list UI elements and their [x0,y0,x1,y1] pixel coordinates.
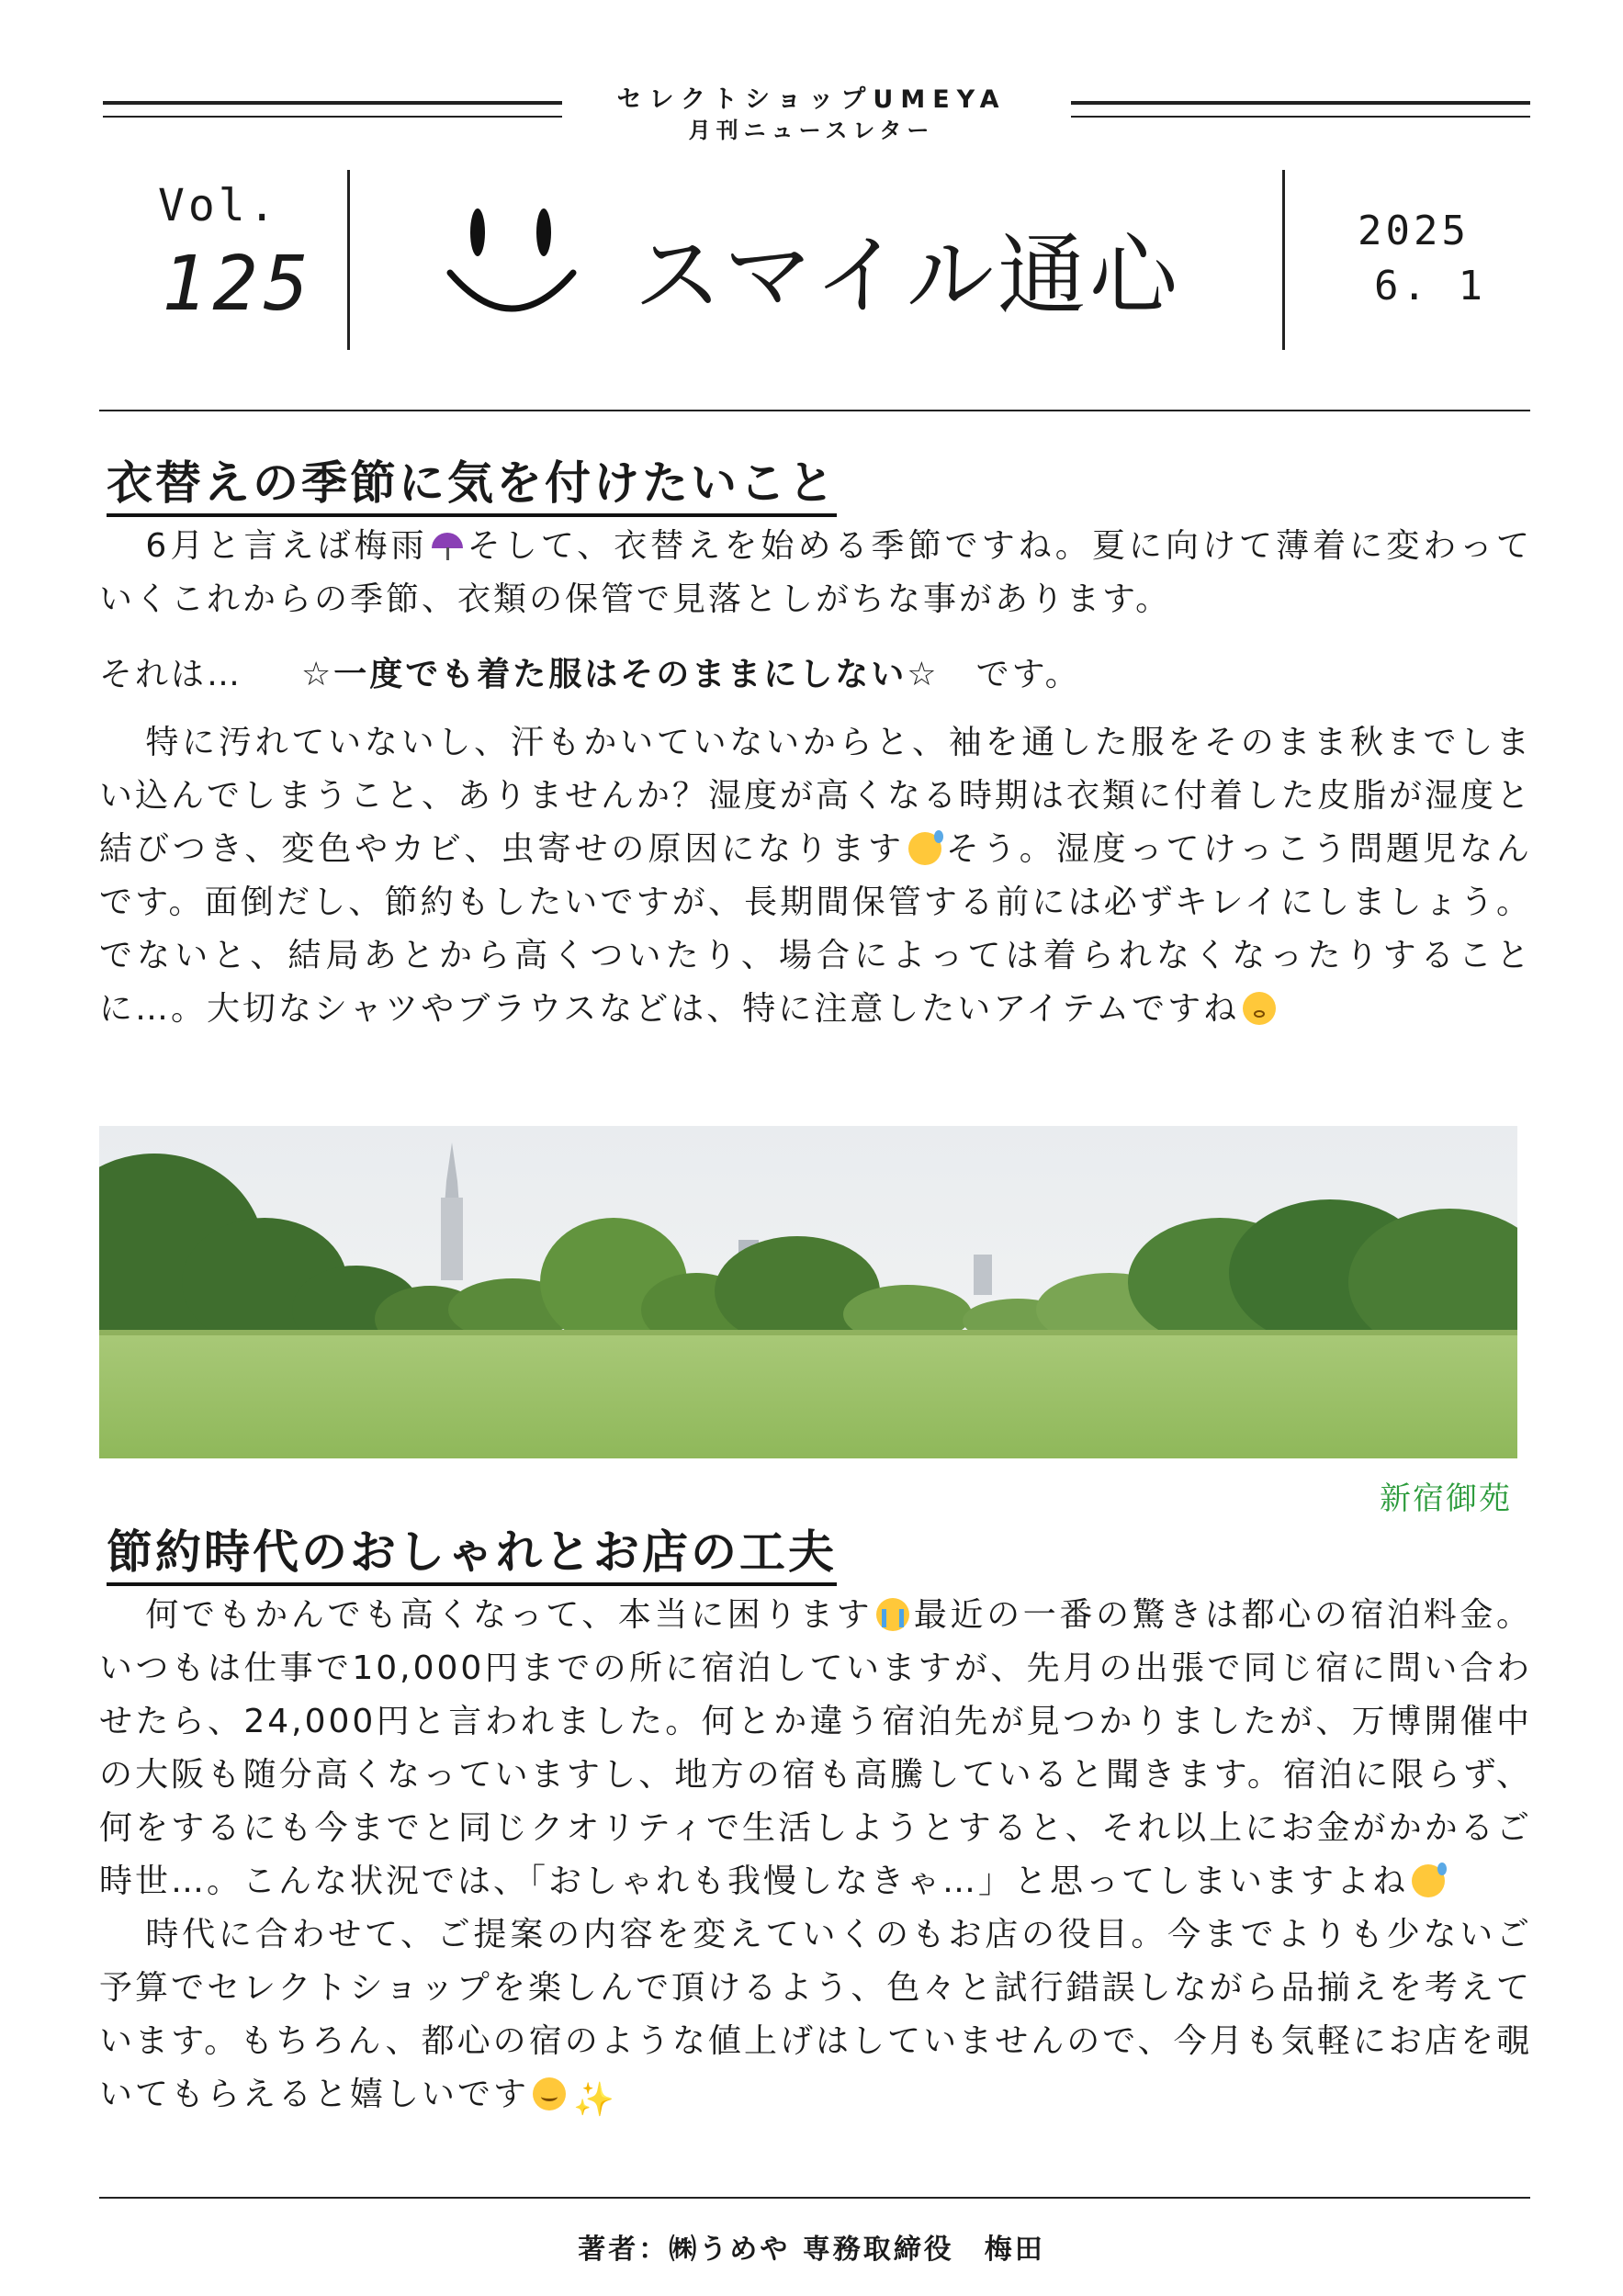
worried-face-icon [1243,992,1276,1025]
section1-heading [107,446,837,512]
smiling-face-icon [533,2077,566,2110]
park-photo [99,1126,1517,1458]
header-rule [99,410,1530,411]
shop-name: セレクトショップUMEYA [616,85,1007,114]
umbrella-icon [432,531,463,562]
newsletter-title: スマイル通心 [634,224,1182,327]
author-credit: 著者：㈱うめや 専務取締役 梅田 [578,2234,1045,2266]
smiley-icon [443,197,580,326]
masthead-divider-left [347,170,350,350]
sweat-smile-icon [908,832,941,865]
section1-p2-text-b: そう。湿度ってけっこう問題児なんです。面倒だし、節約もしたいですが、長期間保管する前には必ずキレイにしましょう。でないと、結局あとから高くついたり、場合によっては着られなくなったりすることに…。大切なシャツやブラウスなどは、特に注意したいアイテムですね [99,830,1532,1028]
masthead-divider-right [1282,170,1285,350]
section2-body [99,1589,1532,2122]
sweat-smile-icon [1412,1864,1445,1897]
section1-paragraph2 [99,716,1532,1036]
section2-p1-text-b: 最近の一番の驚きは都心の宿泊料金。いつもは仕事で10,000円までの所に宿泊していますが、先月の出張で同じ宿に問い合わせたら、24,000円と言われました。何とか違う宿泊先が見つかりましたが、万博開催中の大阪も随分高くなっていますし、地方の宿も高騰していると聞きます。宿泊に限らず、何をするにも今までと同じクオリティで生活しようとすると、それ以上にお金がかかるご時世…。こんな状況では、「おしゃれも我慢しなきゃ…」と思ってしまいますよね [99,1596,1532,1900]
section2-heading-text: 節約時代のおしゃれとお店の工夫 [107,1525,837,1586]
photo-caption: 新宿御苑 [1380,1480,1512,1517]
footer-rule [99,2197,1530,2199]
sparkles-icon: ✨ [573,2081,617,2119]
section1-paragraph1 [99,520,1532,626]
volume-label: Vol. [158,180,279,231]
key-point-text: ☆一度でも着た服はそのままにしない☆ [301,656,940,693]
section1-key-point [99,648,1532,702]
volume-number: 125 [162,241,315,328]
issue-year: 2025 [1358,208,1470,254]
issue-date: 6. 1 [1374,263,1486,310]
section2-heading [107,1515,837,1581]
section2-paragraph1 [99,1589,1532,1908]
key-point-lead: それは… [99,656,243,693]
key-point-tail: です。 [975,656,1081,693]
section1-p1-text-b: そして、衣替えを始める季節ですね。夏に向けて薄着に変わっていくこれからの季節、衣類の保管で見落としがちな事があります。 [99,527,1533,618]
newsletter-type: 月刊ニュースレター [688,118,935,143]
section1-p1-text-a: 6月と言えば梅雨 [145,527,428,565]
section2-p1-text-a: 何でもかんでも高くなって、本当に困ります [145,1596,873,1634]
crying-face-icon [876,1598,909,1631]
section1-heading-text: 衣替えの季節に気を付けたいこと [107,456,837,517]
section2-p2-text: 時代に合わせて、ご提案の内容を変えていくのもお店の役目。今までよりも少ないご予算でセレクトショップを楽しんで頂けるよう、色々と試行錯誤しながら品揃えを考えています。もちろん、都心の宿のような値上げはしていませんので、今月も気軽にお店を覗いてもらえると嬉しいです [99,1916,1532,2113]
section1-p2-text-a: 特に汚れていないし、汗もかいていないからと、袖を通した服をそのまま秋までしまい込んでしまうこと、ありませんか？湿度が高くなる時期は衣類に付着した皮脂が湿度と結びつき、変色やカビ、虫寄せの原因になります [99,724,1533,868]
section2-paragraph2 [99,1908,1532,2122]
